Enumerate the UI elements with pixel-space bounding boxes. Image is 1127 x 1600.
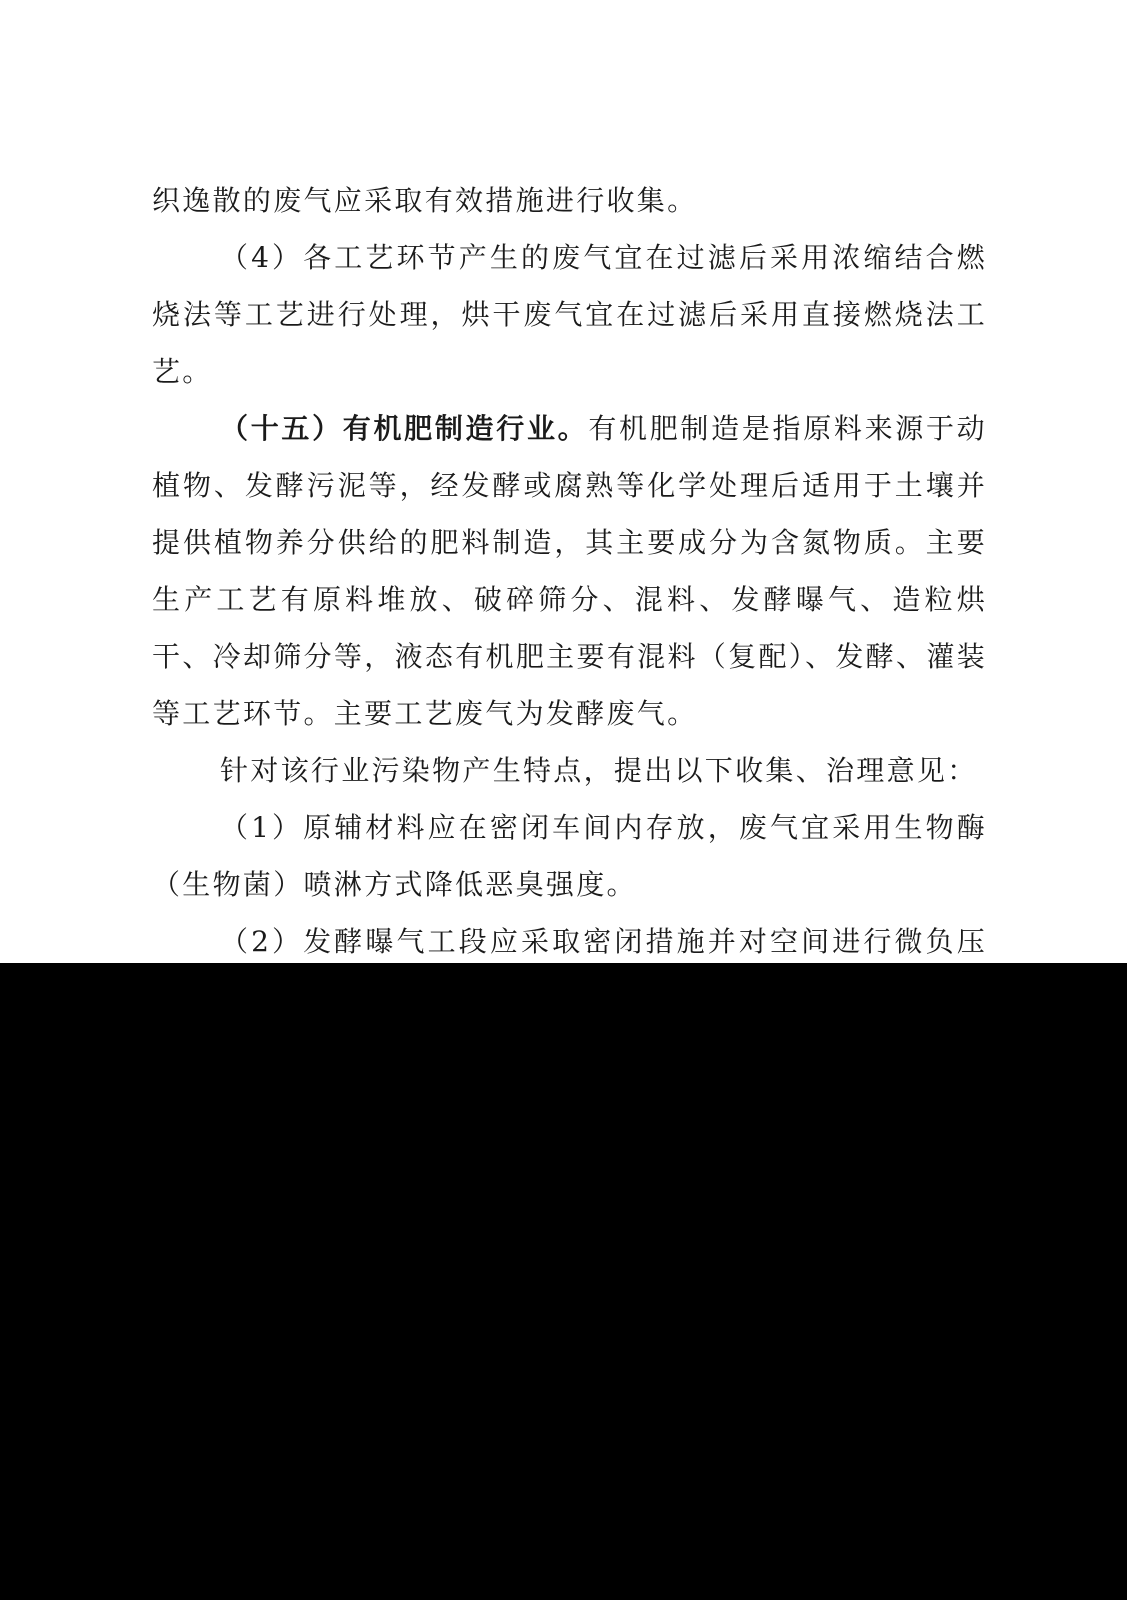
paragraph-4-text: 针对该行业污染物产生特点，提出以下收集、治理意见：: [220, 754, 978, 787]
paragraph-1: [152, 172, 987, 229]
document-body: [152, 172, 987, 1027]
redaction-block: [0, 963, 1127, 1600]
paragraph-5: [152, 799, 987, 913]
paragraph-6-text: （2）发酵曝气工段应采取密闭措施并对空间进行微负压: [220, 925, 987, 958]
paragraph-2-text: （4）各工艺环节产生的废气宜在过滤后采用浓缩结合燃烧法等工艺进行处理，烘干废气宜在过滤后采用直接燃烧法工艺。: [152, 241, 987, 388]
paragraph-1-text: 织逸散的废气应采取有效措施进行收集。: [152, 184, 698, 217]
paragraph-2: [152, 229, 987, 400]
paragraph-4: [152, 742, 987, 799]
paragraph-3: [152, 400, 987, 742]
section-heading-organic-fertilizer: （十五）有机肥制造行业。: [220, 412, 589, 445]
paragraph-3-text: 有机肥制造是指原料来源于动植物、发酵污泥等，经发酵或腐熟等化学处理后适用于土壤并提供植物养分供给的肥料制造，其主要成分为含氮物质。主要生产工艺有原料堆放、破碎筛分、混料、发酵曝气、造粒烘干、冷却筛分等，液态有机肥主要有混料（复配）、发酵、灌装等工艺环节。主要工艺废气为发酵废气。: [152, 412, 987, 730]
paragraph-5-text: （1）原辅材料应在密闭车间内存放，废气宜采用生物酶（生物菌）喷淋方式降低恶臭强度。: [152, 811, 987, 901]
